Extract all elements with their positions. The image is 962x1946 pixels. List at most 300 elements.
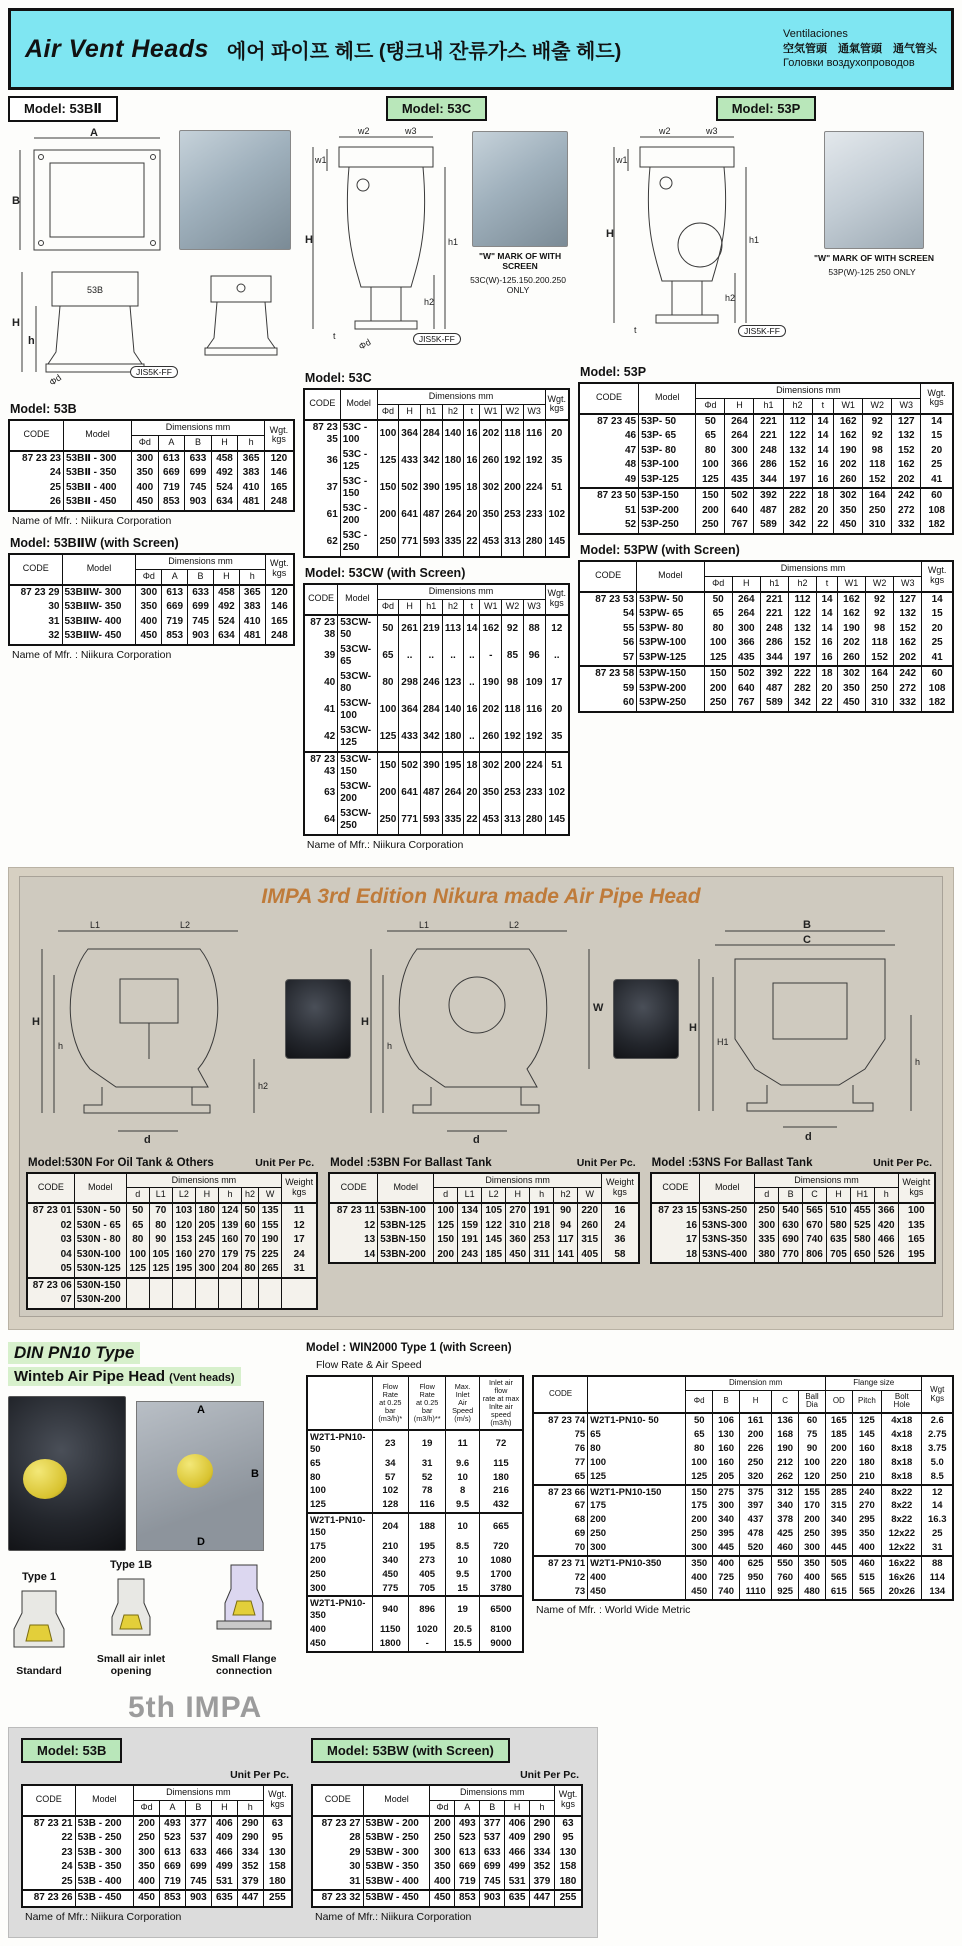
header-cell: W3 xyxy=(523,404,545,419)
cell: 335 xyxy=(442,807,464,835)
cell: 12 xyxy=(922,1485,953,1500)
cell: 161 xyxy=(739,1413,771,1428)
cell: 87 23 32 xyxy=(312,1890,363,1907)
cell: 523 xyxy=(455,1831,480,1846)
winteb-photo-1 xyxy=(8,1396,126,1551)
cell: 290 xyxy=(237,1816,263,1832)
cell: 264 xyxy=(725,414,754,430)
cell: 53BⅡW- 400 xyxy=(62,615,136,630)
header-cell: Φd xyxy=(377,404,399,419)
table-row xyxy=(329,1233,639,1248)
photo-53c xyxy=(472,131,568,247)
cell: 16 xyxy=(464,697,480,724)
table-row xyxy=(312,1846,582,1861)
cell: 280 xyxy=(523,807,545,835)
cell: 197 xyxy=(788,651,816,667)
cell: 175 xyxy=(588,1499,686,1513)
cell: 158 xyxy=(554,1860,582,1875)
table-row xyxy=(27,1233,317,1248)
cell: 14 xyxy=(812,444,834,459)
header-cell: Dimensions mm xyxy=(434,1173,602,1188)
cell: 87 23 43 xyxy=(304,752,338,780)
profile-drawing-53c xyxy=(303,125,463,361)
cell: 290 xyxy=(237,1831,263,1846)
cell: 04 xyxy=(27,1248,74,1263)
model-53p-label: Model: 53P xyxy=(716,96,817,121)
cell: 460 xyxy=(772,1541,799,1556)
cell: 250 xyxy=(377,807,399,835)
header-cell: L1 xyxy=(149,1188,172,1203)
cell: 233 xyxy=(523,502,545,529)
cell: 298 xyxy=(399,670,421,697)
cell: 22 xyxy=(817,696,838,712)
header-cell xyxy=(588,1376,686,1413)
cell: 14 xyxy=(817,607,838,622)
table-row xyxy=(9,615,294,630)
small-flange-caption: Small Flange connection xyxy=(211,1652,277,1677)
cell: 8x18 xyxy=(882,1442,922,1456)
cell xyxy=(259,1278,282,1294)
cell: 53CW- 80 xyxy=(338,670,377,697)
table-bottom-53b xyxy=(21,1784,293,1908)
cell: 450 xyxy=(372,1568,408,1582)
header-cell: h xyxy=(530,1800,555,1815)
cell: 87 23 26 xyxy=(22,1890,75,1907)
cell: 332 xyxy=(894,696,922,712)
cell: 16 xyxy=(602,1203,639,1219)
cell: 102 xyxy=(372,1484,408,1498)
cell: 92 xyxy=(863,414,892,430)
cell: 114 xyxy=(922,1571,953,1585)
table-row xyxy=(304,448,569,475)
cell: 625 xyxy=(739,1556,771,1571)
header-cell: Model xyxy=(63,420,131,451)
header-cell: L2 xyxy=(482,1188,506,1203)
cell: 162 xyxy=(894,636,922,651)
cell: 53C - 250 xyxy=(340,529,377,557)
cell: 24 xyxy=(282,1248,318,1263)
table-row xyxy=(304,780,569,807)
cell: 466 xyxy=(874,1233,898,1248)
table-row xyxy=(22,1860,292,1875)
table-row xyxy=(304,420,569,448)
cell: 12 xyxy=(545,615,569,643)
table-row xyxy=(307,1596,523,1623)
cell: 96 xyxy=(523,643,545,670)
header-cell: W1 xyxy=(834,398,863,413)
cell: 480 xyxy=(799,1585,826,1600)
cell xyxy=(218,1278,241,1294)
cell: 14 xyxy=(812,414,834,430)
header-cell: Φd xyxy=(377,599,399,614)
cell: 165 xyxy=(265,615,294,630)
cell: .. xyxy=(420,643,442,670)
cell: 59 xyxy=(579,682,637,697)
cell xyxy=(241,1293,258,1309)
cell: 1150 xyxy=(372,1623,408,1637)
cell: 502 xyxy=(399,475,421,502)
cell: 300 xyxy=(725,444,754,459)
table-row xyxy=(651,1233,935,1248)
cell: 243 xyxy=(458,1248,482,1264)
cell: 190 xyxy=(772,1442,799,1456)
dim-h2: h2 xyxy=(423,297,434,307)
cell: 515 xyxy=(852,1571,881,1585)
cell: 224 xyxy=(523,475,545,502)
cell: 170 xyxy=(799,1499,826,1513)
cell: 264 xyxy=(442,502,464,529)
cell: 20 xyxy=(922,622,953,637)
cell: 284 xyxy=(420,420,442,448)
impa-photo-1 xyxy=(285,979,351,1059)
header-cell: H xyxy=(732,576,760,591)
cell: 87 23 11 xyxy=(329,1203,378,1219)
header-cell: W1 xyxy=(480,404,502,419)
cell: 202 xyxy=(837,636,865,651)
header-cell: h2 xyxy=(554,1188,578,1203)
table-row xyxy=(307,1623,523,1637)
dim-C-53ns: C xyxy=(803,933,812,946)
cell: 250 xyxy=(307,1568,372,1582)
cell: 200 xyxy=(502,475,524,502)
header-cell: Dimensions mm xyxy=(755,1173,898,1188)
cell: 447 xyxy=(237,1890,263,1907)
cell: 134 xyxy=(458,1203,482,1219)
cell: 5.0 xyxy=(922,1456,953,1470)
cell: 132 xyxy=(892,429,921,444)
din-photos xyxy=(8,1396,296,1551)
cell: .. xyxy=(464,670,480,697)
win2000-model-line: Model : WIN2000 Type 1 (with Screen) xyxy=(306,1341,512,1354)
cell: 262 xyxy=(772,1470,799,1485)
cell: 15 xyxy=(922,607,953,622)
cell: 100 xyxy=(799,1456,826,1470)
cell: 502 xyxy=(725,488,754,504)
table-row xyxy=(304,670,569,697)
table-row xyxy=(533,1585,953,1600)
cell: 16 xyxy=(817,636,838,651)
header-cell: L1 xyxy=(458,1188,482,1203)
bottom-block-53b xyxy=(21,1738,293,1929)
header-cell: Wgt. kgs xyxy=(554,1785,582,1816)
cell: 50 xyxy=(704,592,732,608)
mfr-winteb: Name of Mfr. : World Wide Metric xyxy=(536,1603,691,1616)
cell: 445 xyxy=(713,1541,740,1556)
cell: 392 xyxy=(760,666,788,682)
cell: 53P-100 xyxy=(639,458,696,473)
cell: 100 xyxy=(377,420,399,448)
cell: 125 xyxy=(588,1470,686,1485)
cell: 725 xyxy=(713,1571,740,1585)
cell: 100 xyxy=(686,1456,713,1470)
cell: 25 xyxy=(921,458,953,473)
header-cell: Model xyxy=(378,1173,434,1204)
cell: 450 xyxy=(136,629,162,645)
cell: 53BN-200 xyxy=(378,1248,434,1264)
table-row xyxy=(307,1637,523,1652)
cell: 190 xyxy=(837,622,865,637)
front-view-drawing-53b-2 xyxy=(189,266,293,386)
cell: 248 xyxy=(264,495,294,511)
cell: 366 xyxy=(725,458,754,473)
cell: 445 xyxy=(825,1541,852,1556)
cell: 940 xyxy=(372,1596,408,1623)
header-cell: t xyxy=(464,404,480,419)
cell: 122 xyxy=(783,429,812,444)
cell: 350 xyxy=(686,1556,713,1571)
cell: 53BⅡW- 450 xyxy=(62,629,136,645)
type1-block xyxy=(8,1571,70,1677)
type1-label: Type 1 xyxy=(21,1570,57,1583)
din-section xyxy=(8,1342,954,1677)
dim-H-530n: H xyxy=(32,1015,40,1028)
cell: 67 xyxy=(533,1499,588,1513)
impa-drawings xyxy=(26,915,936,1153)
cell: 8100 xyxy=(479,1623,523,1637)
cell: 205 xyxy=(713,1470,740,1485)
cell: 94 xyxy=(554,1219,578,1234)
cell xyxy=(218,1293,241,1309)
cell: 531 xyxy=(505,1875,530,1891)
cell: 350 xyxy=(799,1556,826,1571)
header-cell: Model xyxy=(338,584,377,615)
cell: 57 xyxy=(579,651,637,667)
cell: 16 xyxy=(464,448,480,475)
header-cell: CODE xyxy=(579,561,637,592)
cell: 12x22 xyxy=(882,1527,922,1541)
table-row xyxy=(579,458,953,473)
table-row xyxy=(579,682,953,697)
header-cell: Dimensions mm xyxy=(377,584,545,599)
cell: 903 xyxy=(185,495,212,511)
cell: 261 xyxy=(399,615,421,643)
cell: 248 xyxy=(760,622,788,637)
cell: 65 xyxy=(588,1428,686,1442)
cell: 300 xyxy=(799,1541,826,1556)
cell: 130 xyxy=(263,1846,292,1861)
cell: 53C - 200 xyxy=(340,502,377,529)
header-cell: d xyxy=(434,1188,458,1203)
table-row xyxy=(312,1860,582,1875)
impa-drawing-53bn xyxy=(357,919,608,1145)
cell: 250 xyxy=(799,1527,826,1541)
cell: 613 xyxy=(160,1846,186,1861)
cell: 340 xyxy=(772,1499,799,1513)
cell: 383 xyxy=(239,600,265,615)
cell: 315 xyxy=(825,1499,852,1513)
cell: 53NS-400 xyxy=(700,1248,755,1264)
cell: 760 xyxy=(772,1571,799,1585)
header-cell: B xyxy=(185,1800,211,1815)
cell: .. xyxy=(399,643,421,670)
header-cell: Φd xyxy=(704,576,732,591)
cell: 160 xyxy=(713,1456,740,1470)
cell: 106 xyxy=(713,1413,740,1428)
cell: 537 xyxy=(185,1831,211,1846)
cell: 20 xyxy=(464,502,480,529)
cell: 105 xyxy=(149,1248,172,1263)
cell: 502 xyxy=(399,752,421,780)
cell: 502 xyxy=(732,666,760,682)
cell: 53CW- 65 xyxy=(338,643,377,670)
cell: 64 xyxy=(304,807,338,835)
cell: 14 xyxy=(812,429,834,444)
cell: 53BⅡW- 350 xyxy=(62,600,136,615)
cell: 53PW- 80 xyxy=(637,622,704,637)
cell: 70 xyxy=(241,1233,258,1248)
table-row xyxy=(579,414,953,430)
cell: 302 xyxy=(480,752,502,780)
cell: 9.6 xyxy=(446,1457,480,1471)
header-cell: Φd xyxy=(696,398,725,413)
header-cell: OD xyxy=(825,1390,852,1413)
table-row xyxy=(579,666,953,682)
cell: 853 xyxy=(162,629,188,645)
cell: 18 xyxy=(651,1248,700,1264)
cell: 481 xyxy=(238,495,265,511)
cell: 53B - 400 xyxy=(75,1875,133,1891)
cell: 253 xyxy=(530,1233,554,1248)
cell: 9.5 xyxy=(446,1498,480,1513)
cell: 302 xyxy=(480,475,502,502)
caption-53cw: Model: 53CW (with Screen) xyxy=(304,565,466,580)
cell: 264 xyxy=(732,592,760,608)
table-row xyxy=(312,1831,582,1846)
bottom-53b-unit: Unit Per Pc. xyxy=(230,1768,289,1781)
cell: 458 xyxy=(213,585,239,601)
din-right-col xyxy=(306,1342,954,1677)
cell: 531 xyxy=(211,1875,237,1891)
impa-photo-2 xyxy=(613,979,679,1059)
cell: 200 xyxy=(696,504,725,519)
cell: 8x22 xyxy=(882,1513,922,1527)
cell: 250 xyxy=(825,1470,852,1485)
cell: 11 xyxy=(446,1430,480,1457)
cell: 87 23 45 xyxy=(579,414,639,430)
cell: 589 xyxy=(760,696,788,712)
table-row xyxy=(307,1513,523,1540)
cell: 168 xyxy=(772,1428,799,1442)
cell: 745 xyxy=(188,615,214,630)
cell: 272 xyxy=(892,504,921,519)
cell: 530N - 80 xyxy=(74,1233,126,1248)
cell: 120 xyxy=(799,1470,826,1485)
table-row xyxy=(307,1582,523,1597)
cell: W2T1-PN10- 50 xyxy=(307,1430,372,1457)
cell: 432 xyxy=(479,1498,523,1513)
cell: 8.5 xyxy=(446,1540,480,1554)
cell: 12x22 xyxy=(882,1541,922,1556)
cell: 2.75 xyxy=(922,1428,953,1442)
table-row xyxy=(307,1484,523,1498)
cell: 200 xyxy=(502,752,524,780)
table-row xyxy=(579,651,953,667)
cell: 200 xyxy=(704,682,732,697)
header-cell: Flange size xyxy=(825,1376,922,1390)
cell: 30 xyxy=(9,600,62,615)
cell: 300 xyxy=(136,585,162,601)
cell: 665 xyxy=(479,1513,523,1540)
cell: 25 xyxy=(22,1875,75,1891)
cell: 15.5 xyxy=(446,1637,480,1652)
cell: 903 xyxy=(480,1890,505,1907)
cell: 16 xyxy=(464,420,480,448)
cell: W2T1-PN10-150 xyxy=(588,1485,686,1500)
header-cell: Weight kgs xyxy=(282,1173,318,1204)
cell: 221 xyxy=(754,429,783,444)
cell: 11 xyxy=(282,1203,318,1219)
table-53ns xyxy=(650,1172,936,1265)
cell: 53C - 100 xyxy=(340,420,377,448)
table-530n xyxy=(26,1172,318,1310)
photo-53p xyxy=(824,131,924,249)
cell: 75 xyxy=(533,1428,588,1442)
cell: 245 xyxy=(195,1233,218,1248)
table-row xyxy=(307,1554,523,1568)
cell: 53CW- 150 xyxy=(338,752,377,780)
cell: 925 xyxy=(772,1585,799,1600)
cell: 145 xyxy=(545,807,569,835)
cell: 6500 xyxy=(479,1596,523,1623)
cell: 87 23 06 xyxy=(27,1278,74,1294)
table-row xyxy=(533,1428,953,1442)
cell: 378 xyxy=(772,1513,799,1527)
cell: 124 xyxy=(218,1203,241,1219)
header-cell: H1 xyxy=(850,1188,874,1203)
cell: 195 xyxy=(442,475,464,502)
table-row xyxy=(579,473,953,489)
cell: 400 xyxy=(686,1571,713,1585)
cell: 450 xyxy=(837,696,865,712)
mfr-53b: Name of Mfr. : Niikura Corporation xyxy=(12,514,172,527)
cell: 92 xyxy=(866,607,894,622)
cell: 57 xyxy=(372,1471,408,1485)
cell: 540 xyxy=(779,1203,803,1219)
cell: 53P- 80 xyxy=(639,444,696,459)
cell: 633 xyxy=(188,585,214,601)
header-cell: CODE xyxy=(312,1785,363,1816)
cell: 53PW-150 xyxy=(637,666,704,682)
cell: 90 xyxy=(149,1233,172,1248)
page-title-en: Air Vent Heads xyxy=(25,34,209,63)
cell: 4x18 xyxy=(882,1413,922,1428)
cell: 589 xyxy=(754,518,783,534)
header-cell: A xyxy=(158,435,185,450)
caption-53bn: Model :53BN For Ballast Tank Unit Per Pc. xyxy=(330,1156,636,1169)
cell: 20 xyxy=(812,504,834,519)
cell: 35 xyxy=(545,448,569,475)
profile-drawing-53p xyxy=(604,125,764,355)
cell: 264 xyxy=(442,780,464,807)
cell: 705 xyxy=(826,1248,850,1264)
cell: 53PW-200 xyxy=(637,682,704,697)
cell: 53BⅡW- 300 xyxy=(62,585,136,601)
cell: 282 xyxy=(788,682,816,697)
mfr-53bw: Name of Mfr. : Niikura Corporation xyxy=(12,648,172,661)
cell: 03 xyxy=(27,1233,74,1248)
header-cell: Model xyxy=(363,1785,430,1816)
header-cell: W2 xyxy=(866,576,894,591)
cell: 75 xyxy=(241,1248,258,1263)
cell: 50 xyxy=(377,615,399,643)
table-row xyxy=(304,724,569,752)
cell: 202 xyxy=(894,651,922,667)
cell: 487 xyxy=(760,682,788,697)
cell: 180 xyxy=(554,1875,582,1891)
cell: 18 xyxy=(464,752,480,780)
cell: 72 xyxy=(533,1571,588,1585)
cell: 23 xyxy=(372,1430,408,1457)
